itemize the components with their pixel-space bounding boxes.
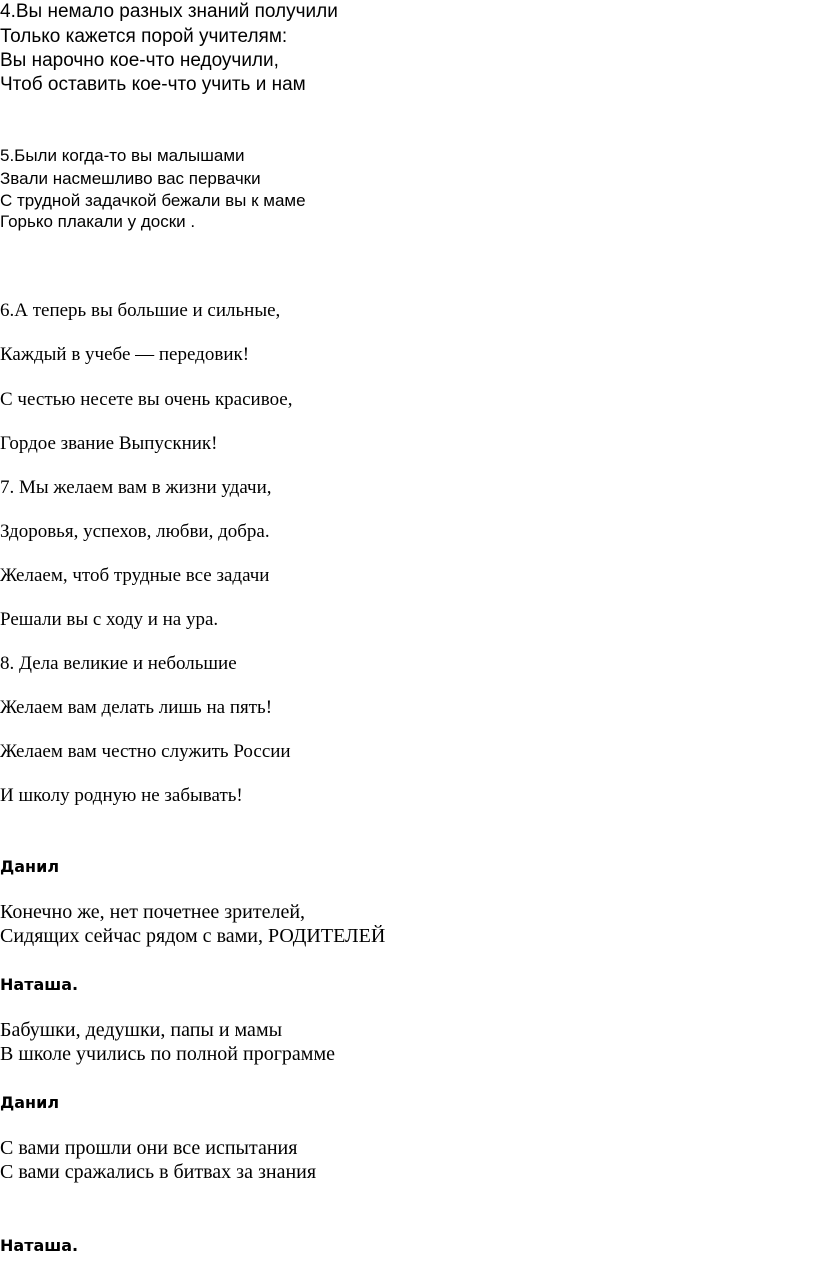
stanza-7-line: Желаем, чтоб трудные все задачи: [0, 565, 270, 586]
stanza-6-line: 6.А теперь вы большие и сильные,: [0, 300, 281, 321]
stanza-8-line: И школу родную не забывать!: [0, 785, 243, 806]
stanza-7-line: Здоровья, успехов, любви, добра.: [0, 521, 270, 542]
dialogue-line: С вами прошли они все испытания: [0, 1137, 298, 1159]
dialogue-line: Сидящих сейчас рядом с вами, РОДИТЕЛЕЙ: [0, 925, 386, 947]
stanza-5-line: С трудной задачкой бежали вы к маме: [0, 191, 306, 210]
speaker-name: Наташа.: [0, 1236, 79, 1255]
speaker-name: Наташа.: [0, 975, 79, 994]
stanza-5-line: 5.Были когда-то вы малышами: [0, 146, 245, 165]
stanza-6-line: Гордое звание Выпускник!: [0, 433, 218, 454]
stanza-5-line: Горько плакали у доски .: [0, 212, 196, 231]
stanza-4-line: 4.Вы немало разных знаний получили: [0, 1, 338, 22]
stanza-7-line: Решали вы с ходу и на ура.: [0, 609, 219, 630]
stanza-8-line: 8. Дела великие и небольшие: [0, 653, 237, 674]
stanza-4-line: Вы нарочно кое-что недоучили,: [0, 50, 279, 71]
stanza-8-line: Желаем вам делать лишь на пять!: [0, 697, 273, 718]
stanza-5-line: Звали насмешливо вас первачки: [0, 169, 261, 188]
stanza-6-line: Каждый в учебе — передовик!: [0, 344, 250, 365]
stanza-6-line: С честью несете вы очень красивое,: [0, 389, 293, 410]
stanza-8-line: Желаем вам честно служить России: [0, 741, 291, 762]
stanza-7-line: 7. Мы желаем вам в жизни удачи,: [0, 477, 272, 498]
stanza-4-line: Чтоб оставить кое-что учить и нам: [0, 74, 306, 95]
dialogue-line: Бабушки, дедушки, папы и мамы: [0, 1019, 283, 1041]
dialogue-line: В школе учились по полной программе: [0, 1043, 335, 1065]
dialogue-line: С вами сражались в битвах за знания: [0, 1161, 317, 1183]
dialogue-line: Конечно же, нет почетнее зрителей,: [0, 901, 306, 923]
speaker-name: Данил: [0, 1093, 60, 1112]
stanza-4-line: Только кажется порой учителям:: [0, 26, 288, 47]
speaker-name: Данил: [0, 857, 60, 876]
